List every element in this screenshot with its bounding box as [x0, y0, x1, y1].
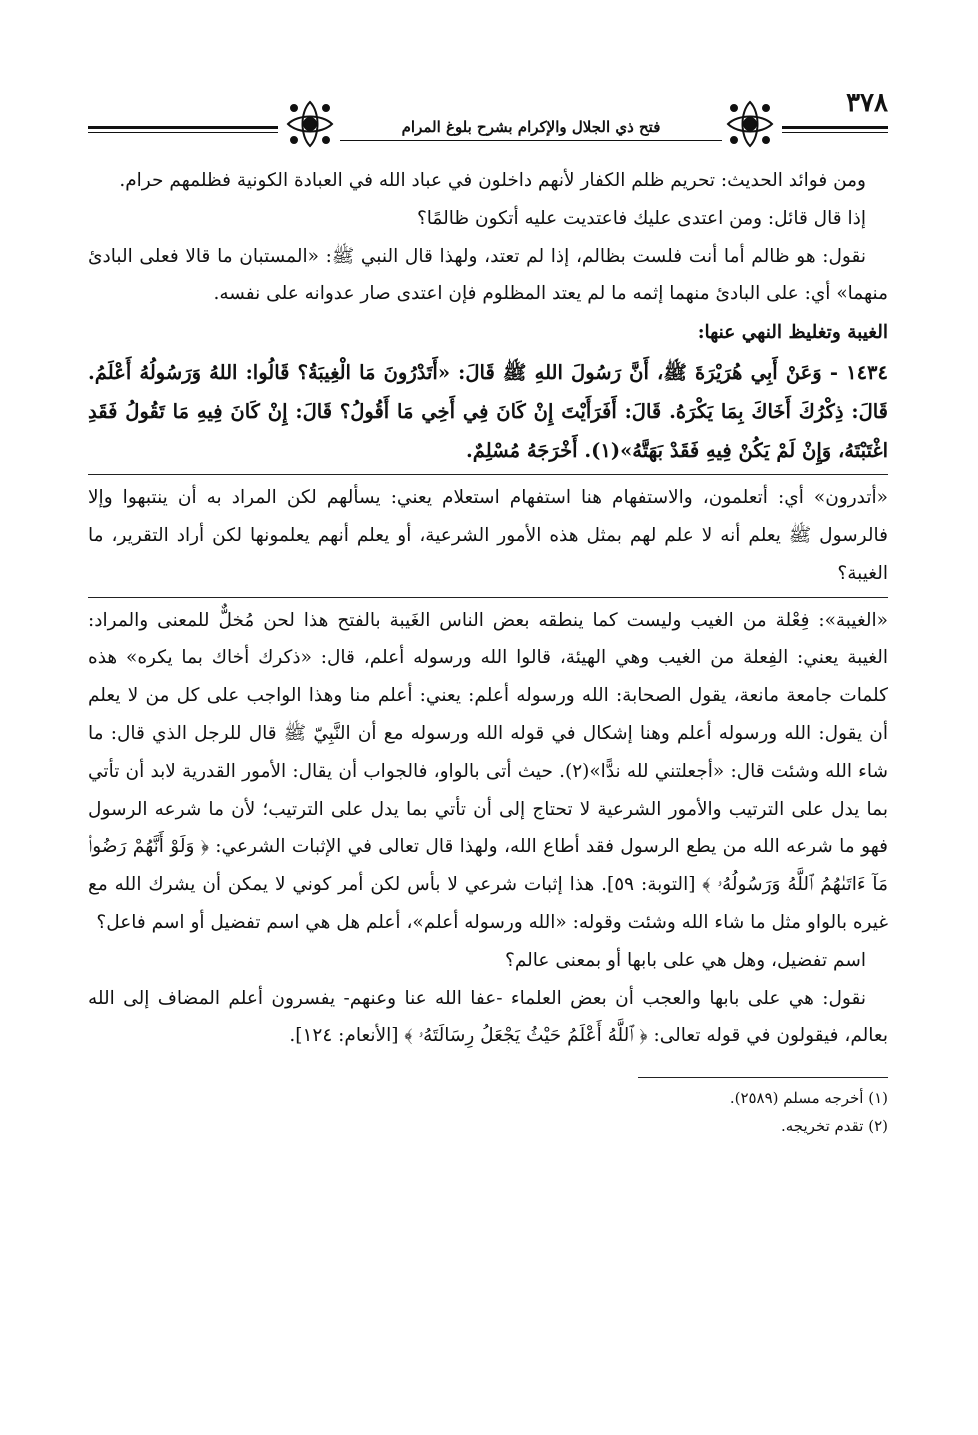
- paragraph-tafdeel: اسم تفضيل، وهل هي على بابها أو بمعنى عالم؟: [505, 949, 866, 971]
- hadith-text: ١٤٣٤ - وَعَنْ أَبِي هُرَيْرَةَ ﷺ، أَنَّ رَسُولَ اللهِ ﷺ قَالَ: «أَتَدْرُونَ مَا الْغِيبَةُ؟ قَالُوا: اللهُ وَرَسُولُهُ أَعْلَمُ. قَالَ: ذِكْرُكَ أَخَاكَ بِمَا يَكْرَهُ. قَالَ: أَفَرَأَيْتَ إِنْ كَانَ فِي أَخِي مَا أَقُولُ؟ قَالَ: إِنْ كَانَ فِيهِ مَا تَقُولُ فَقَدِ اغْتَبْتَهُ، وَإِنْ لَمْ يَكُنْ فِيهِ فَقَدْ بَهَتَّهُ»(١). أَخْرَجَهُ مُسْلِمٌ.: [88, 361, 888, 463]
- paragraph-question: إذا قال قائل: ومن اعتدى عليك فاعتديت عليه أتكون ظالمًا؟: [416, 207, 866, 229]
- paragraph-conclusion: نقول: هي على بابها والعجب أن بعض العلماء -عفا الله عنا وعنهم- يفسرون أعلم المضاف إلى الله بعالم، فيقولون في قوله تعالى: ﴿ ٱللَّهُ أَعْلَمُ حَيْثُ يَجْعَلُ رِسَالَتَهُۥ ﴾ [الأنعام: ١٢٤].: [88, 987, 888, 1047]
- footnote-2: (٢) تقدم تخريجه.: [780, 1117, 888, 1136]
- header-rule-right: [782, 126, 888, 133]
- paragraph-benefits: ومن فوائد الحديث: تحريم ظلم الكفار لأنهم داخلون في عباد الله في العبادة الكونية فظلمهم حرام.: [119, 170, 866, 191]
- paragraph-separator: [88, 597, 888, 598]
- running-title: فتح ذي الجلال والإكرام بشرح بلوغ المرام: [340, 118, 722, 141]
- main-text: [88, 162, 888, 1055]
- section-heading: الغيبة وتغليظ النهي عنها:: [697, 322, 888, 344]
- paragraph-atadroon: «أتدرون» أي: أتعلمون، والاستفهام هنا استفهام استعلام يعني: يسألهم لكن المراد به أن ينتبهوا وإلا فالرسول ﷺ يعلم أنه لا علم لهم بمثل هذه الأمور الشرعية، أو يعلم أنهم يعلمونها لكن أراد التقرير، ما الغيبة؟: [88, 487, 888, 584]
- ornament-left-icon: [284, 98, 336, 150]
- footnote-rule: [638, 1077, 888, 1078]
- book-page: [88, 80, 888, 1400]
- page-number: ٣٧٨: [846, 88, 888, 118]
- paragraph-answer: نقول: هو ظالم أما أنت فلست بظالم، إذا لم تعتد، ولهذا قال النبي ﷺ: «المستبان ما قالا فعلى البادئ منهما» أي: على البادئ منهما إثمه ما لم يعتد المظلوم فإن اعتدى صار عدوانه على نفسه.: [88, 245, 888, 305]
- footnotes: [88, 1084, 888, 1140]
- header-rule-left: [88, 126, 278, 133]
- paragraph-ghiba: «الغيبة»: فِعْلة من الغيب وليست كما ينطقه بعض الناس الغَيبة بالفتح هذا لحن مُخلٌّ للمعنى والمراد: الغيبة يعني: الفِعلة من الغيب وهي الهيئة، قالوا الله ورسوله أعلم، قال: «ذكرك أخاك بما يكره» هذه كلمات جامعة مانعة، يقول الصحابة: الله ورسوله أعلم: يعني: أعلم منا وهذا الواجب على كل من لا يعلم أن يقول: الله ورسوله أعلم وهنا إشكال في قوله الله ورسوله مع أن النَّبِيّ ﷺ قال للرجل الذي قال: ما شاء الله وشئت قال: «أجعلتني لله ندًّا»(٢). حيث أتى بالواو، فالجواب أن يقال: الأمور القدرية لابد أن تأتي بما يدل على الترتيب والأمور الشرعية لا تحتاج إلى أن تأتي بما يدل على الترتيب؛ لأن ما شرعه الرسول فهو ما شرعه الله من يطع الرسول فقد أطاع الله، ولهذا قال تعالى في الإثبات الشرعي: ﴿ وَلَوْ أَنَّهُمْ رَضُوا۟ مَآ ءَاتَىٰهُمُ ٱللَّهُ وَرَسُولُهُۥ ﴾ [التوبة: ٥٩]. هذا إثبات شرعي لا بأس لكن أمر كوني لا يمكن أن يشرك الله مع غيره بالواو مثل ما شاء الله وشئت وقوله: «الله ورسوله أعلم»، أعلم هل هي اسم تفضيل أو اسم فاعل؟: [88, 609, 888, 933]
- hadith-separator: [88, 474, 888, 475]
- ornament-right-icon: [724, 98, 776, 150]
- page-header: [88, 80, 888, 162]
- footnote-1: (١) أخرجه مسلم (٢٥٨٩).: [729, 1089, 888, 1108]
